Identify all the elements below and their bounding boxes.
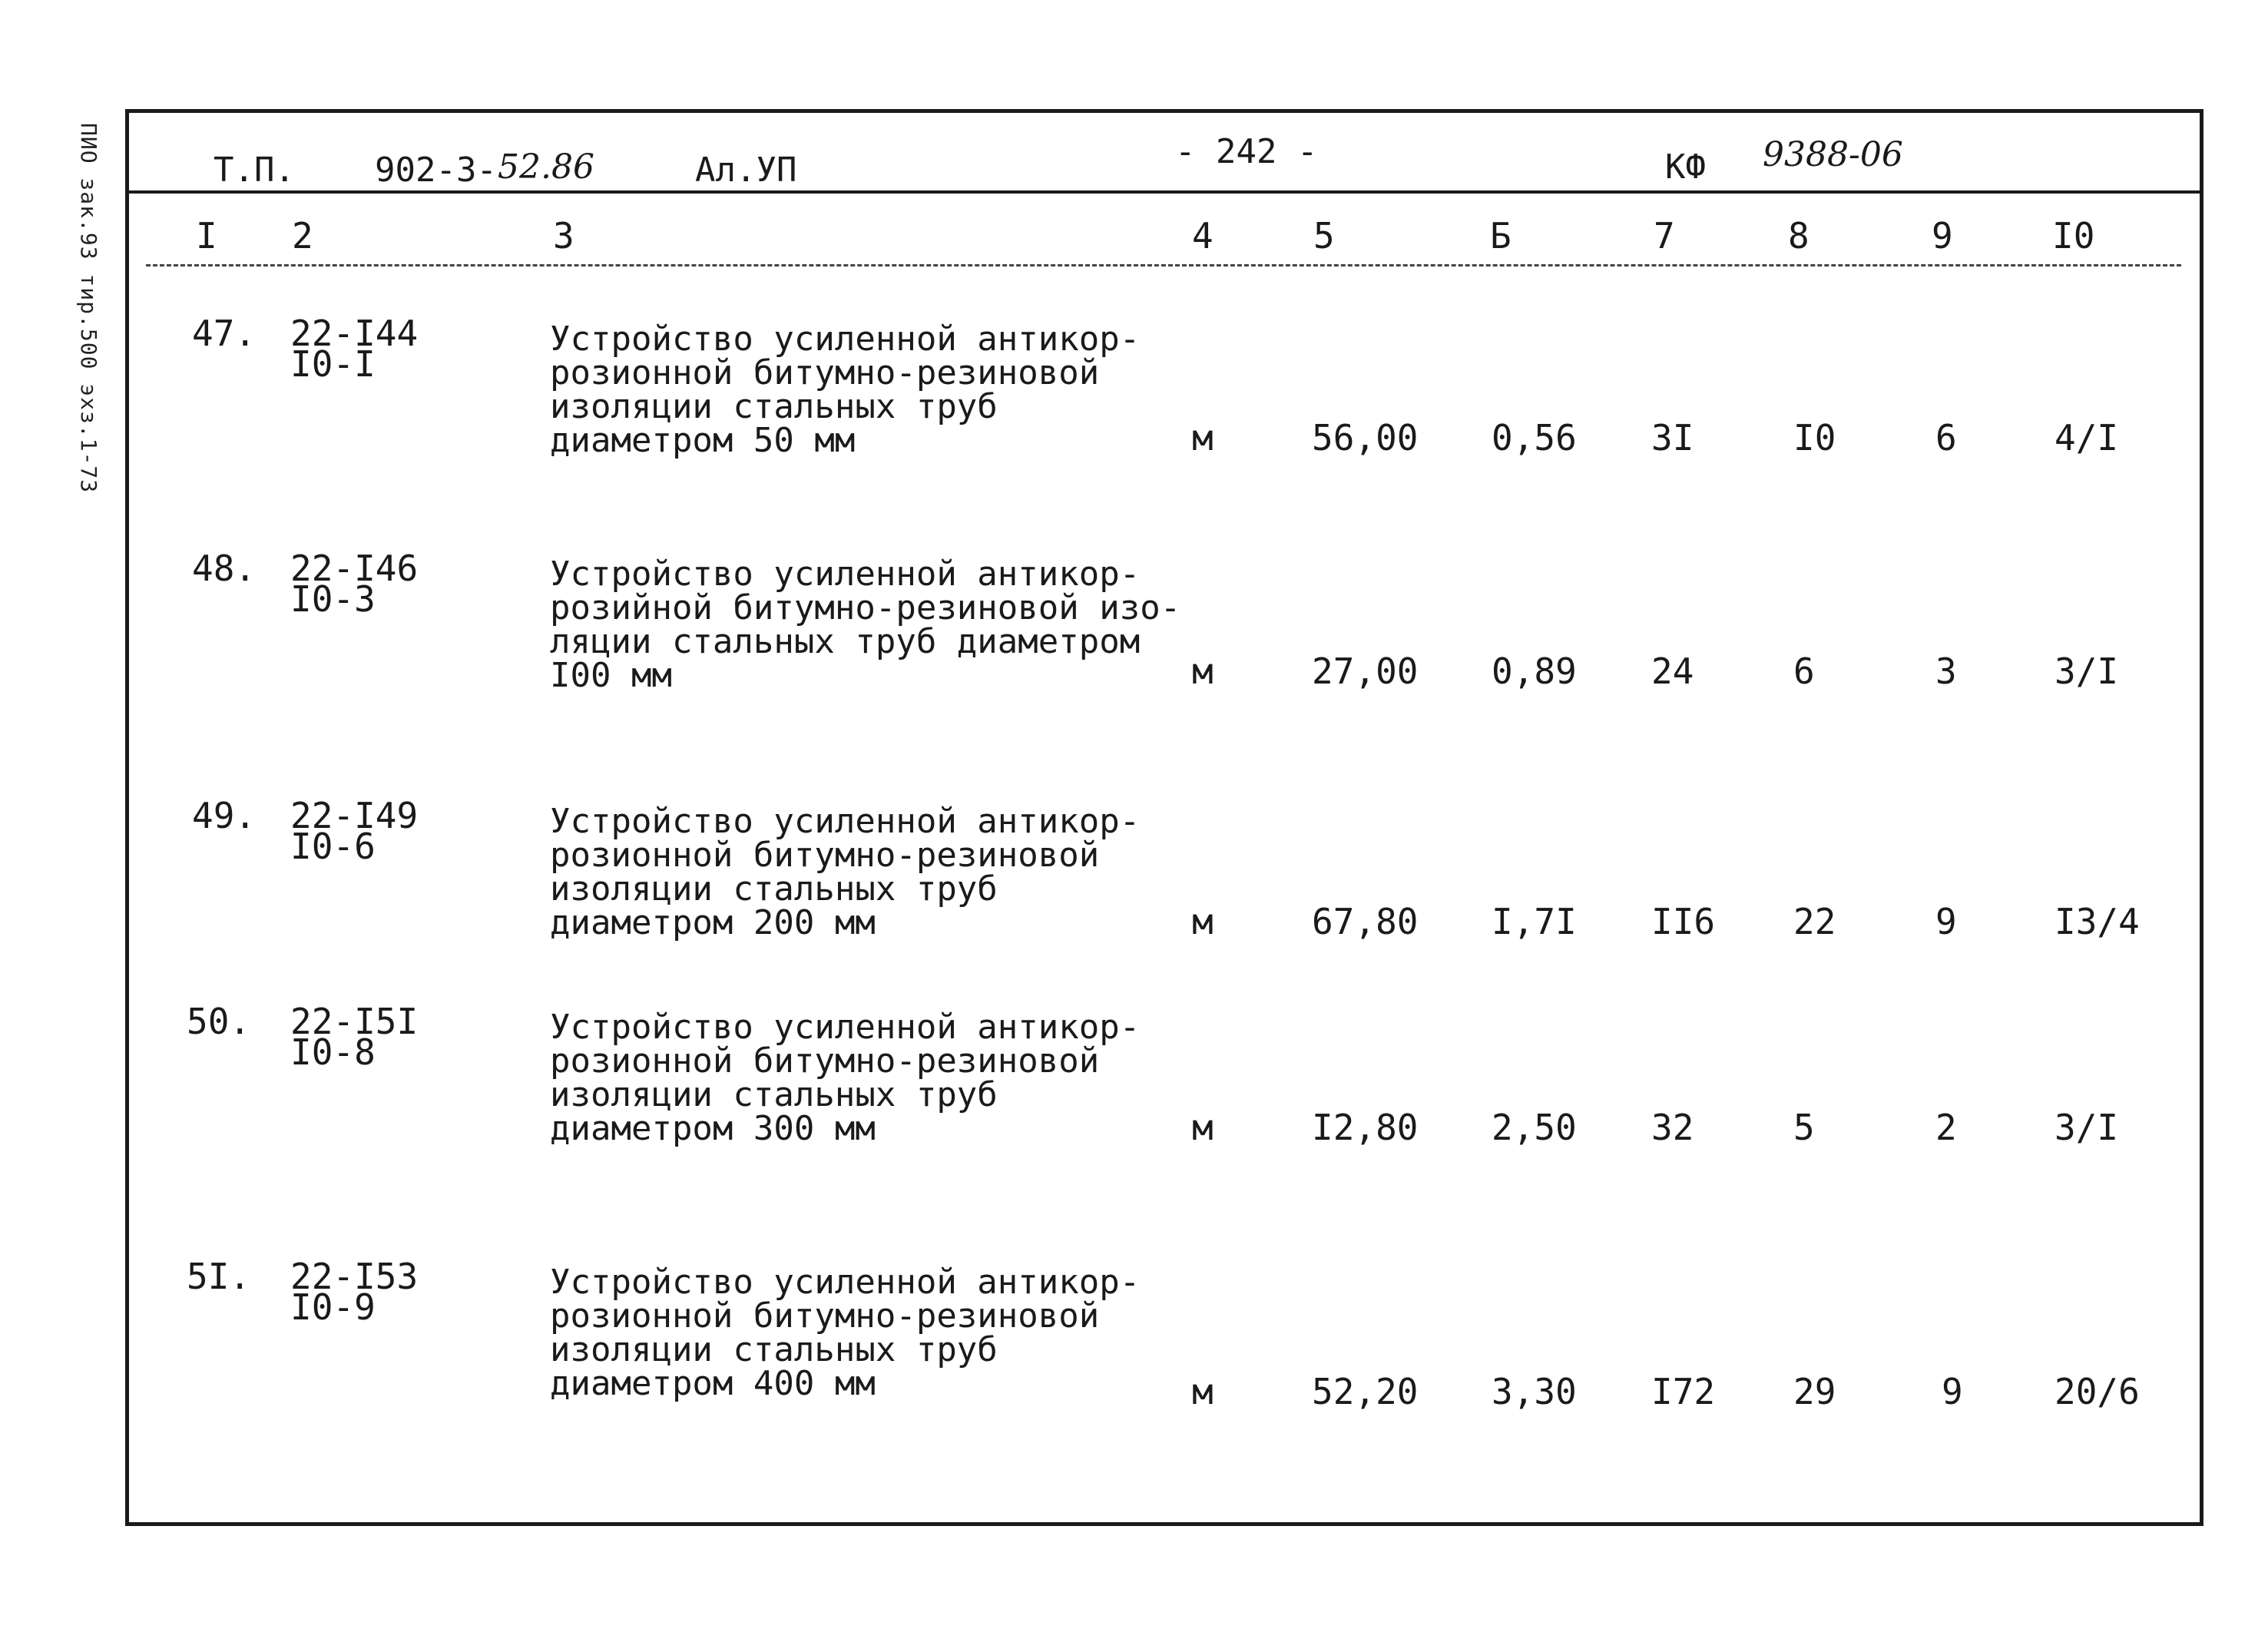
value-col-8: I0 <box>1793 417 1836 458</box>
header-rule <box>125 190 2203 194</box>
description-line: розионной битумно-резиновой <box>550 836 1100 875</box>
row-number: 48. <box>192 548 257 589</box>
description-line: розионной битумно-резиновой <box>550 1041 1100 1081</box>
code-prefix: КФ <box>1665 147 1706 187</box>
value-col-7: 24 <box>1651 650 1694 692</box>
price-code: I0-3 <box>290 578 376 620</box>
description-line: Устройство усиленной антикор- <box>550 319 1141 359</box>
value-col-10: 3/I <box>2054 650 2119 692</box>
value-col-6: 2,50 <box>1492 1107 1577 1148</box>
description-line: изоляции стальных труб <box>550 869 998 909</box>
norm-code: 22-I49 <box>290 795 419 836</box>
value-col-6: I,7I <box>1492 901 1577 942</box>
value-col-10: 20/6 <box>2054 1371 2140 1412</box>
unit: м <box>1192 1371 1213 1412</box>
work-description <box>550 802 1141 942</box>
description-line: Устройство усиленной антикор- <box>550 802 1141 841</box>
value-col-7: II6 <box>1651 901 1716 942</box>
price-code: I0-I <box>290 343 376 385</box>
row-number: 5I. <box>187 1256 251 1297</box>
side-note-text: ПИО зак.93 тир.500 эхз.1-73 <box>76 123 101 494</box>
work-description <box>550 1008 1141 1148</box>
description-line: Устройство усиленной антикор- <box>550 1008 1141 1047</box>
page-frame <box>125 109 2203 1526</box>
project-suffix: 52.86 <box>498 147 594 187</box>
value-col-8: 22 <box>1793 901 1836 942</box>
row-number: 47. <box>192 313 257 354</box>
album-label: Ал.УП <box>695 151 797 190</box>
value-col-9: 9 <box>1935 901 1957 942</box>
col-num-1: I <box>196 215 217 257</box>
project-prefix: 902-3- <box>375 151 497 190</box>
row-number: 49. <box>192 795 257 836</box>
page-number: - 242 - <box>1175 132 1318 171</box>
value-col-6: 0,56 <box>1492 417 1577 458</box>
price-code: I0-8 <box>290 1031 376 1073</box>
col-num-4: 4 <box>1192 215 1213 257</box>
description-line: изоляции стальных труб <box>550 1075 998 1114</box>
col-num-6: Б <box>1490 215 1511 257</box>
quantity: 27,00 <box>1312 650 1419 692</box>
price-code: I0-6 <box>290 826 376 867</box>
value-col-9: 2 <box>1935 1107 1957 1148</box>
value-col-8: 6 <box>1793 650 1815 692</box>
description-line: диаметром 50 мм <box>550 421 856 460</box>
work-description <box>550 319 1141 460</box>
quantity: I2,80 <box>1312 1107 1419 1148</box>
code-number: 9388-06 <box>1763 135 1903 174</box>
value-col-10: 4/I <box>2054 417 2119 458</box>
value-col-6: 0,89 <box>1492 650 1577 692</box>
value-col-10: I3/4 <box>2054 901 2140 942</box>
value-col-9: 3 <box>1935 650 1957 692</box>
value-col-7: 32 <box>1651 1107 1694 1148</box>
quantity: 56,00 <box>1312 417 1419 458</box>
unit: м <box>1192 650 1213 692</box>
col-num-7: 7 <box>1654 215 1675 257</box>
value-col-9: 9 <box>1942 1371 1963 1412</box>
description-line: Устройство усиленной антикор- <box>550 554 1141 594</box>
description-line: ляции стальных труб диаметром <box>550 622 1141 661</box>
series-label: Т.П. <box>214 151 295 190</box>
price-code: I0-9 <box>290 1286 376 1328</box>
work-description <box>550 1263 1141 1403</box>
unit: м <box>1192 1107 1213 1148</box>
value-col-7: I72 <box>1651 1371 1716 1412</box>
description-line: розионной битумно-резиновой <box>550 353 1100 392</box>
description-line: розийной битумно-резиновой изо- <box>550 588 1181 627</box>
value-col-9: 6 <box>1935 417 1957 458</box>
value-col-10: 3/I <box>2054 1107 2119 1148</box>
col-num-2: 2 <box>292 215 313 257</box>
description-line: Устройство усиленной антикор- <box>550 1263 1141 1302</box>
col-num-3: 3 <box>553 215 574 257</box>
value-col-8: 29 <box>1793 1371 1836 1412</box>
col-num-10: I0 <box>2052 215 2095 257</box>
col-num-9: 9 <box>1932 215 1953 257</box>
value-col-7: 3I <box>1651 417 1694 458</box>
col-num-5: 5 <box>1313 215 1335 257</box>
column-number-rule <box>146 264 2181 266</box>
description-line: диаметром 300 мм <box>550 1109 876 1148</box>
norm-code: 22-I46 <box>290 548 419 589</box>
side-note <box>65 123 103 507</box>
norm-code: 22-I44 <box>290 313 419 354</box>
description-line: I00 мм <box>550 656 672 695</box>
norm-code: 22-I53 <box>290 1256 419 1297</box>
description-line: диаметром 400 мм <box>550 1364 876 1403</box>
quantity: 52,20 <box>1312 1371 1419 1412</box>
value-col-6: 3,30 <box>1492 1371 1577 1412</box>
unit: м <box>1192 417 1213 458</box>
norm-code: 22-I5I <box>290 1001 419 1042</box>
row-number: 50. <box>187 1001 251 1042</box>
col-num-8: 8 <box>1788 215 1809 257</box>
description-line: розионной битумно-резиновой <box>550 1296 1100 1336</box>
description-line: изоляции стальных труб <box>550 1330 998 1369</box>
unit: м <box>1192 901 1213 942</box>
work-description <box>550 554 1181 695</box>
description-line: изоляции стальных труб <box>550 387 998 426</box>
description-line: диаметром 200 мм <box>550 903 876 942</box>
value-col-8: 5 <box>1793 1107 1815 1148</box>
quantity: 67,80 <box>1312 901 1419 942</box>
